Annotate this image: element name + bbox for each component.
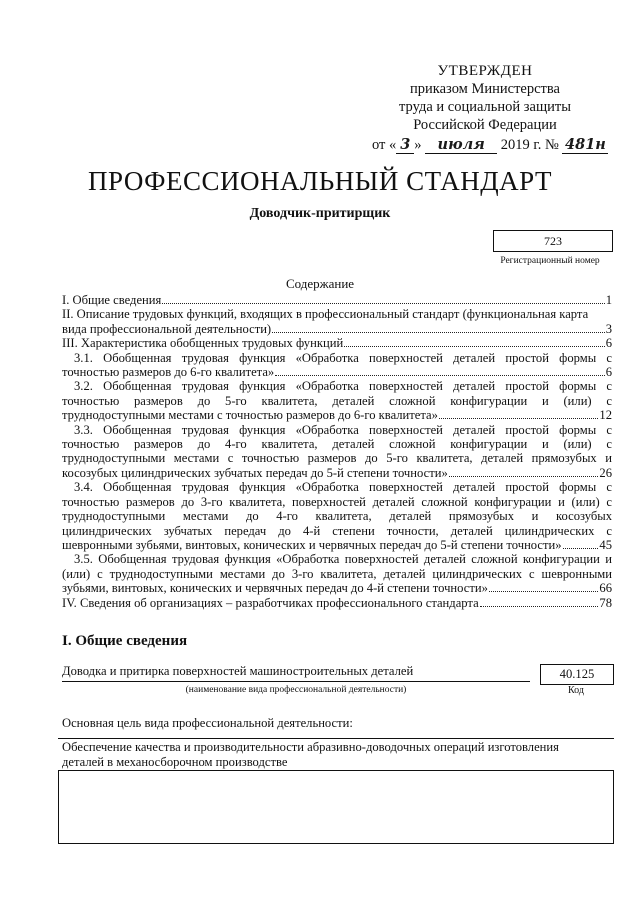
approval-line: приказом Министерства bbox=[410, 81, 560, 97]
toc-entry-text: III. Характеристика обобщенных трудовых функций bbox=[62, 336, 344, 351]
toc-entry-page: 78 bbox=[599, 595, 612, 610]
table-of-contents bbox=[62, 293, 612, 610]
toc-entry-page: 3 bbox=[605, 321, 612, 336]
goal-text-line: Обеспечение качества и производительности абразивно-доводочных операций изготовления bbox=[62, 740, 559, 754]
goal-box bbox=[58, 740, 614, 844]
toc-entry-text: косозубых цилиндрических зубчатых передач до 5-й степени точности» bbox=[62, 465, 448, 480]
profession-name: Доводчик-притирщик bbox=[249, 206, 391, 221]
toc-entry[interactable] bbox=[62, 307, 612, 336]
toc-entry-text: труднодоступными местами до 4-го квалитета, деталей прямозубых и косозубых bbox=[62, 509, 612, 524]
toc-entry-text: зубьями, винтовых, конических и червячных передач до 4-й степени точности» bbox=[62, 581, 488, 596]
toc-entry-text: 3.4. Обобщенная трудовая функция «Обработка поверхностей деталей простой формы с bbox=[74, 480, 612, 495]
toc-entry-page: 45 bbox=[599, 537, 612, 552]
toc-entry-text: 3.3. Обобщенная трудовая функция «Обработка поверхностей деталей простой формы с bbox=[74, 422, 612, 437]
activity-kind-field: Доводка и притирка поверхностей машиностроительных деталей bbox=[62, 664, 530, 682]
toc-entry-text: 3.1. Обобщенная трудовая функция «Обработка поверхностей деталей простой формы с bbox=[74, 350, 612, 365]
goal-label: Основная цель вида профессиональной деятельности: bbox=[62, 716, 353, 730]
toc-entry-text: IV. Сведения об организациях – разработчиках профессионального стандарта bbox=[62, 595, 479, 610]
activity-code-box: 40.125 bbox=[540, 664, 614, 685]
toc-entry[interactable] bbox=[62, 379, 612, 422]
toc-entry-text: (или) с труднодоступными местами до 3-го квалитета, деталей цилиндрических с шевронными bbox=[62, 566, 612, 581]
toc-entry-page: 12 bbox=[599, 408, 612, 423]
toc-entry-page: 6 bbox=[605, 336, 612, 351]
toc-entry[interactable] bbox=[62, 480, 612, 552]
toc-entry-text: шевронными зубьями, винтовых, конических и червячных передач до 5-й степени точности» bbox=[62, 537, 562, 552]
registration-number-box: 723 bbox=[493, 230, 613, 252]
approval-line: Российской Федерации bbox=[413, 117, 557, 133]
handwritten-month: июля bbox=[425, 136, 497, 154]
toc-entry[interactable] bbox=[62, 293, 612, 307]
document-title: ПРОФЕССИОНАЛЬНЫЙ СТАНДАРТ bbox=[87, 166, 553, 196]
toc-entry[interactable] bbox=[62, 423, 612, 481]
handwritten-order-number: 481н bbox=[562, 136, 608, 154]
date-year: 2019 г. № bbox=[500, 137, 559, 153]
goal-empty-area bbox=[58, 771, 614, 844]
toc-entry-text: точностью размеров до 6-го квалитета» bbox=[62, 365, 275, 380]
toc-entry-text: цилиндрических зубчатых передач до 4-й степени точности, деталей цилиндрических с bbox=[62, 523, 612, 538]
toc-entry-text: труднодоступными местами с точностью размеров до 6-го квалитета» bbox=[62, 408, 438, 423]
date-mid: » bbox=[414, 137, 422, 153]
section-heading: I. Общие сведения bbox=[62, 633, 188, 649]
activity-code-caption: Код bbox=[568, 685, 584, 696]
toc-entry-text: 3.5. Обобщенная трудовая функция «Обработка поверхностей деталей сложной конфигурации и bbox=[74, 552, 612, 567]
toc-entry-page: 1 bbox=[605, 293, 612, 307]
toc-entry-text: точностью размеров до 5-го квалитета, деталей сложной конфигурации и (или) с bbox=[62, 393, 612, 408]
approval-heading: УТВЕРЖДЕН bbox=[437, 63, 533, 79]
toc-entry-text: 3.2. Обобщенная трудовая функция «Обработка поверхностей деталей простой формы с bbox=[74, 379, 612, 394]
toc-entry[interactable] bbox=[62, 552, 612, 595]
handwritten-day: 3 bbox=[396, 136, 414, 154]
toc-entry-text: точностью размеров до 4-го квалитета, деталей сложной конфигурации и (или) с bbox=[62, 437, 612, 452]
approval-block bbox=[360, 62, 610, 134]
goal-text-line: деталей в механосборочном производстве bbox=[58, 755, 614, 771]
toc-entry[interactable] bbox=[62, 351, 612, 380]
activity-kind-caption: (наименование вида профессиональной деятельности) bbox=[185, 685, 407, 695]
toc-entry[interactable] bbox=[62, 596, 612, 610]
toc-entry-page: 26 bbox=[599, 465, 612, 480]
registration-number-label: Регистрационный номер bbox=[500, 256, 600, 266]
approval-line: труда и социальной защиты bbox=[399, 99, 571, 115]
date-prefix: от « bbox=[372, 137, 397, 153]
toc-entry-text: I. Общие сведения bbox=[62, 293, 162, 307]
toc-entry-text: точностью размеров до 3-го квалитета, поверхностей деталей сложной конфигурации и (или) с bbox=[62, 494, 612, 509]
approval-date-line bbox=[372, 136, 608, 154]
toc-entry-page: 66 bbox=[599, 581, 612, 596]
toc-entry-text: вида профессиональной деятельности) bbox=[62, 321, 272, 336]
goal-box-top-border bbox=[58, 738, 614, 739]
toc-entry[interactable] bbox=[62, 336, 612, 350]
toc-entry-text: II. Описание трудовых функций, входящих в профессиональный стандарт (функциональная карта bbox=[62, 307, 589, 322]
toc-heading: Содержание bbox=[285, 276, 355, 291]
toc-entry-page: 6 bbox=[605, 365, 612, 380]
toc-entry-text: труднодоступными местами с точностью размеров до 5-го квалитета, деталей прямозубых и bbox=[62, 451, 612, 466]
